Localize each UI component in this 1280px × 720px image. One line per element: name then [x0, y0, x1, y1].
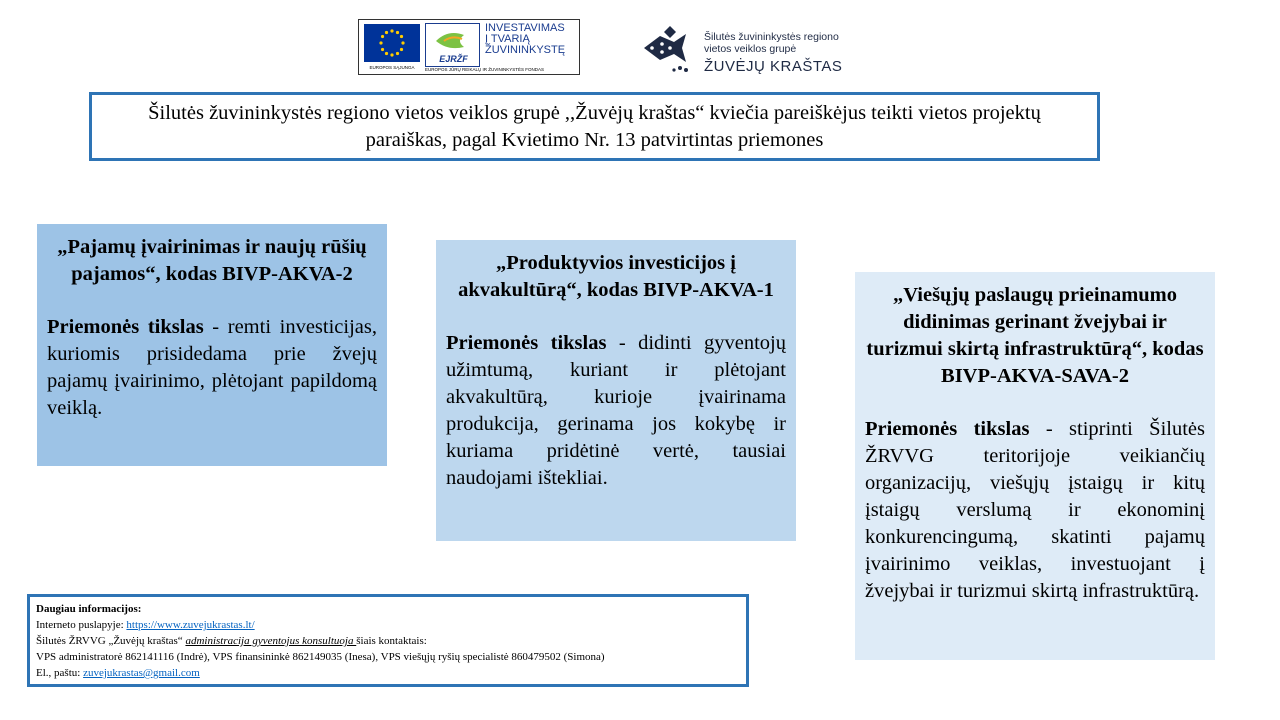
goal-label: Priemonės tikslas — [865, 418, 1030, 440]
measure-goal — [865, 416, 1205, 605]
eu-funding-logo — [358, 19, 580, 75]
email-line — [36, 665, 740, 681]
measure-title: „Produktyvios investicijos į akvakultūrą“, kodas BIVP-AKVA-1 — [458, 252, 774, 301]
fish-leaf-icon — [434, 27, 472, 51]
zuveju-krastas-logo — [640, 22, 860, 78]
ejrzf-abbr: EJRŽF — [439, 54, 468, 64]
goal-text: - remti investicijas, kuriomis prisidedama prie žvejų pajamų įvairinimo, plėtojant papildomą veiklą. — [47, 316, 377, 419]
measure-title: „Pajamų įvairinimas ir naujų rūšių pajamos“, kodas BIVP-AKVA-2 — [57, 236, 367, 285]
goal-label: Priemonės tikslas — [446, 332, 607, 354]
website-link[interactable]: https://www.zuvejukrastas.lt/ — [126, 619, 255, 631]
email-label: El., paštu: — [36, 667, 84, 679]
zk-brand-name: ŽUVĖJŲ KRAŠTAS — [704, 58, 843, 75]
brand-line-1: INVESTAVIMAS — [485, 22, 565, 34]
eu-caption: EUROPOS SĄJUNGA — [369, 65, 415, 70]
measure-card-akva-sava-2 — [855, 272, 1215, 660]
zk-tagline-2: vietos veiklos grupė — [704, 43, 797, 55]
contact-info-box — [27, 594, 749, 687]
zk-tagline-1: Šilutės žuvininkystės regiono — [704, 31, 839, 43]
goal-label: Priemonės tikslas — [47, 316, 204, 338]
measure-goal — [446, 330, 786, 492]
info-title: Daugiau informacijos: — [36, 603, 142, 615]
measure-card-akva-1 — [436, 240, 796, 541]
investment-brand-text — [485, 23, 565, 56]
contacts-suffix: šiais kontaktais: — [356, 635, 427, 647]
goal-text: - stiprinti Šilutės ŽRVVG teritorijoje veikiančių organizacijų, viešųjų įstaigų ir kitų įstaigų verslumą ir ekonominį konkurencingumą, skatinti pajamų įvairinimo veiklas, investuojant į žvejybai ir turizmui skirtą infrastruktūrą. — [865, 418, 1205, 602]
email-link[interactable]: zuvejukrastas@gmail.com — [83, 667, 200, 679]
phones-line: VPS administratorė 862141116 (Indrė), VPS finansininkė 862149035 (Inesa), VPS viešųjų ryšių specialistė 860479502 (Simona) — [36, 651, 605, 663]
measure-goal — [47, 314, 377, 422]
measure-card-akva-2 — [37, 224, 387, 466]
contacts-line — [36, 633, 740, 649]
contacts-italic: administracija gyventojus konsultuoja — [185, 635, 357, 647]
eu-flag-icon — [364, 24, 420, 62]
fish-diamond-icon — [640, 22, 696, 78]
contacts-prefix: Šilutės ŽRVVG „Žuvėjų kraštas“ — [36, 635, 186, 647]
goal-text: - didinti gyventojų užimtumą, kuriant ir plėtojant akvakultūrą, kurioje įvairinama produkcija, gerinama jos kokybę ir kuriama pridėtinė vertė, tausiai naudojami ištekliai. — [446, 332, 786, 489]
ejrzf-caption: EUROPOS JŪRŲ REIKALŲ IR ŽUVININKYSTĖS FONDAS — [425, 67, 545, 72]
measure-title: „Viešųjų paslaugų prieinamumo didinimas gerinant žvejybai ir turizmui skirtą infrastruktūrą“, kodas BIVP-AKVA-SAVA-2 — [866, 284, 1204, 387]
website-label: Interneto puslapyje: — [36, 619, 127, 631]
brand-line-3: ŽUVININKYSTĘ — [485, 44, 566, 56]
website-line — [36, 617, 740, 633]
brand-line-2: Į TVARIĄ — [485, 33, 530, 45]
ejrzf-logo — [425, 23, 480, 67]
page-title: Šilutės žuvininkystės regiono vietos veiklos grupė ,,Žuvėjų kraštas“ kviečia pareiškėjus teikti vietos projektų paraiškas, pagal Kvietimo Nr. 13 patvirtintas priemones — [89, 92, 1100, 161]
